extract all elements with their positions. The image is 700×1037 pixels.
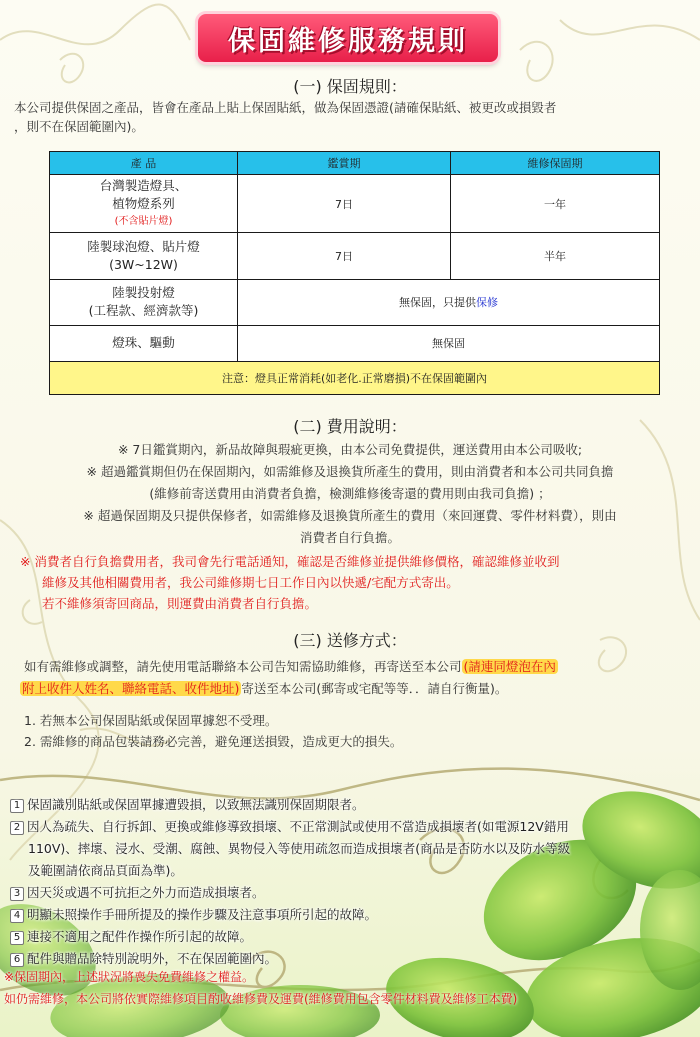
list-item: 及範圍請依商品頁面為準)。: [28, 863, 183, 878]
fee-line-5: 消費者自行負擔。: [299, 530, 400, 545]
repair-rules-list: [24, 710, 694, 752]
fee-line-1: ※ 7日鑑賞期內，新品故障與瑕疵更換，由本公司免費提供，運送費用由本公司吸收;: [117, 442, 583, 457]
table-row: [50, 175, 660, 233]
item-number: 2: [10, 821, 24, 835]
fee-line-4: ※ 超過保固期及只提供保修者，如需維修及退換貨所產生的費用（來回運費、零件材料費），則由: [83, 508, 617, 523]
item-number: 1: [10, 799, 24, 813]
row1-line2: 植物燈系列: [112, 195, 175, 211]
row2-line1: 陸製球泡燈、貼片燈: [87, 238, 200, 254]
table-row: [50, 279, 660, 325]
item-text: 連接不適用之配件作操作所引起的故障。: [27, 929, 253, 944]
fee-customer-note: [20, 551, 700, 614]
row1-warranty: 一年: [451, 175, 660, 233]
row1-line1: 台灣製造燈具、: [99, 177, 188, 193]
item-number: 4: [10, 909, 24, 923]
list-item: [10, 794, 700, 816]
repair-text-b: 寄送至本公司(郵寄或宅配等等．．請自行衡量)。: [241, 681, 508, 696]
fee-red-line-3: 若不維修須寄回商品，則運費由消費者自行負擔。: [42, 596, 318, 611]
section1-intro: [14, 98, 700, 136]
list-item: 2. 需維修的商品包裝請務必完善，避免運送損毀，造成更大的損失。: [24, 734, 403, 749]
item-text: 明顯未照操作手冊所提及的操作步驟及注意事項所引起的故障。: [27, 907, 378, 922]
row2-appraisal: 7日: [238, 233, 451, 279]
warranty-table: [49, 151, 660, 395]
fee-red-line-1: ※ 消費者自行負擔費用者，我司會先行電話通知，確認是否維修並提供維修價格，確認維修並收到: [20, 554, 560, 569]
fee-red-line-2: 維修及其他相關費用者，我公司維修期七日工作日內以快遞/宅配方式寄出。: [42, 575, 459, 590]
row1-appraisal: 7日: [238, 175, 451, 233]
table-footnote: 注意：燈具正常消耗(如老化.正常磨損)不在保固範圍內: [50, 361, 660, 394]
table-header-row: [50, 152, 660, 175]
list-item: 1. 若無本公司保固貼紙或保固單據恕不受理。: [24, 713, 278, 728]
fee-line-3: (維修前寄送費用由消費者負擔，檢測維修後寄還的費用則由我司負擔) ；: [149, 486, 551, 501]
table-footnote-row: [50, 361, 660, 394]
repair-highlight-1: (請連同燈泡在內: [463, 659, 556, 674]
row3-merged-link: 保修: [476, 296, 498, 310]
section3-title: (三) 送修方式：: [293, 631, 407, 650]
section1-intro-line1: 本公司提供保固之產品，皆會在產品上貼上保固貼紙，做為保固憑證(請確保貼紙、被更改或損毀者: [14, 100, 557, 115]
exclusion-warning: [4, 966, 700, 1010]
banner-title: 保固維修服務規則: [228, 25, 468, 57]
list-item: [10, 904, 700, 926]
item-text: 配件與贈品除特別說明外，不在保固範圍內。: [27, 951, 278, 966]
row1-product: [50, 175, 238, 233]
section2-title: (二) 費用說明：: [293, 417, 407, 436]
item-text: 保固識別貼紙或保固單據遭毀損，以致無法識別保固期限者。: [27, 797, 365, 812]
row2-line2: (3W~12W): [109, 256, 178, 272]
row4-product: [50, 325, 238, 361]
table-row: [50, 325, 660, 361]
row1-note: (不含貼片燈): [114, 215, 173, 227]
list-item: [10, 882, 700, 904]
header-appraisal: 鑑賞期: [238, 152, 451, 175]
section1-intro-line2: ，則不在保固範圍內)。: [14, 119, 144, 134]
item-text: 因天災或遇不可抗拒之外力而造成損壞者。: [27, 885, 265, 900]
list-item: [10, 926, 700, 948]
row3-line2: (工程款、經濟款等): [88, 303, 199, 319]
page-banner: [198, 14, 498, 62]
header-product: 產 品: [50, 152, 238, 175]
repair-highlight-2: 附上收件人姓名、聯絡電話、收件地址): [22, 681, 240, 696]
exclusion-list: [10, 794, 700, 970]
item-number: 6: [10, 953, 24, 967]
repair-text-a: 如有需維修或調整，請先使用電話聯絡本公司告知需協助維修，再寄送至本公司: [24, 659, 462, 674]
warning-line-1: ※保固期內，上述狀況將喪失免費維修之權益。: [4, 970, 255, 984]
row3-merged: [238, 279, 660, 325]
section1-title: (一) 保固規則：: [293, 77, 407, 96]
header-warranty: 維修保固期: [451, 152, 660, 175]
row4-line1: 燈珠、驅動: [112, 335, 175, 351]
list-item: 110V)、摔壞、浸水、受潮、腐蝕、異物侵入等使用疏忽而造成損壞者(商品是否防水以及防水等級: [28, 841, 571, 856]
row3-product: [50, 279, 238, 325]
repair-instructions: [24, 656, 700, 700]
row3-line1: 陸製投射燈: [112, 285, 175, 301]
row2-warranty: 半年: [451, 233, 660, 279]
item-text: 因人為疏失、自行拆卸、更換或維修導致損壞、不正常測試或使用不當造成損壞者(如電源12V錯用: [27, 819, 569, 834]
warning-line-2: 如仍需維修，本公司將依實際維修項目酌收維修費及運費(維修費用包含零件材料費及維修工本費): [4, 992, 518, 1006]
row3-merged-prefix: 無保固，只提供: [399, 296, 476, 310]
row4-merged: 無保固: [238, 325, 660, 361]
item-number: 3: [10, 887, 24, 901]
row2-product: [50, 233, 238, 279]
list-item: [10, 816, 700, 838]
item-number: 5: [10, 931, 24, 945]
table-row: [50, 233, 660, 279]
fee-line-2: ※ 超過鑑賞期但仍在保固期內，如需維修及退換貨所產生的費用，則由消費者和本公司共同負擔: [86, 464, 614, 479]
